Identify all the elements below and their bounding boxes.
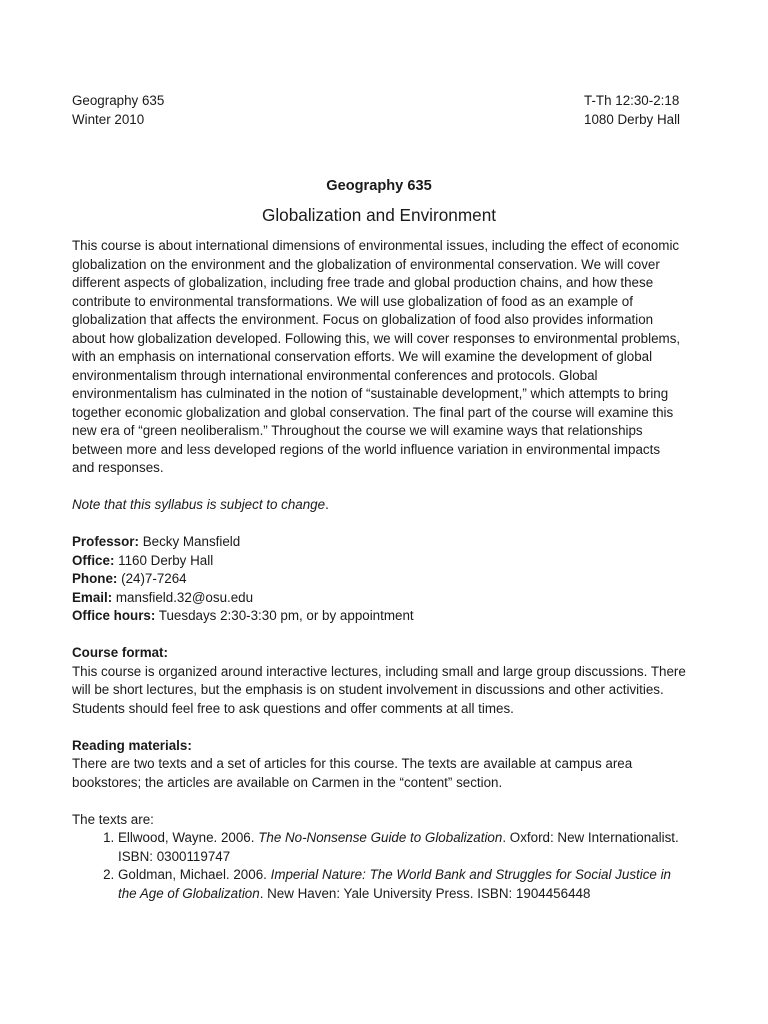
office-label: Office:	[72, 552, 115, 568]
email-value: mansfield.32@osu.edu	[112, 589, 254, 605]
header-left	[72, 92, 164, 129]
email-label: Email:	[72, 589, 113, 605]
meeting-room-label: 1080 Derby Hall	[584, 111, 681, 127]
professor-label: Professor:	[72, 534, 139, 549]
course-title-heading: Globalization and Environment	[261, 205, 497, 225]
text-item	[118, 829, 686, 866]
text-item-author: Ellwood, Wayne. 2006.	[118, 830, 259, 845]
term-label: Winter 2010	[72, 111, 145, 127]
office-line	[72, 552, 686, 571]
syllabus-note-period: .	[325, 497, 329, 512]
texts-list	[72, 829, 686, 903]
office-hours-value: Tuesdays 2:30-3:30 pm, or by appointment	[155, 608, 414, 623]
office-hours-line	[72, 607, 686, 626]
phone-label: Phone:	[72, 571, 118, 586]
meeting-time-label: T-Th 12:30-2:18	[584, 93, 680, 108]
text-item-title: Imperial Nature: The World Bank and Struggles for Social Justice in the Age of Globalization	[118, 867, 672, 901]
office-value: 1160 Derby Hall	[114, 552, 214, 568]
header-row	[72, 92, 686, 129]
course-description: This course is about international dimensions of environmental issues, including the effect of economic globalization on the environment and the globalization of environmental conservation. We will cover different aspects of globalization, including free trade and global production chains, and how these contribute to environmental transformations. We will use globalization of food as an example of globalization that affects the environment. Focus on globalization of food also provides information about how globalization developed. Following this, we will cover responses to environmental problems, with an emphasis on international conservation efforts. We will examine the development of global environmentalism through international environmental conferences and protocols. Global environmentalism has culminated in the notion of “sustainable development,” which attempts to bring together economic globalization and global conservation. The final part of the course will examine this new era of “green neoliberalism.” Throughout the course we will examine ways that relationships between more and less developed regions of the world influence variation in environmental impacts and responses.	[72, 238, 681, 475]
reading-materials-heading-text: Reading materials:	[72, 737, 192, 753]
syllabus-note-text: Note that this syllabus is subject to change	[72, 497, 326, 512]
syllabus-note	[72, 496, 686, 515]
text-item-author: Goldman, Michael. 2006.	[118, 867, 271, 882]
course-format-heading-text: Course format:	[72, 645, 168, 660]
text-item-publisher: . Oxford: New Internationalist. ISBN: 0300119747	[118, 830, 679, 864]
email-line	[72, 589, 686, 608]
professor-line	[72, 533, 686, 552]
text-item-title: The No-Nonsense Guide to Globalization	[258, 830, 503, 845]
office-hours-label: Office hours:	[72, 608, 156, 623]
texts-intro: The texts are:	[72, 811, 154, 827]
reading-materials-heading	[72, 737, 686, 756]
course-format-heading	[72, 644, 686, 663]
course-format-text: This course is organized around interactive lectures, including small and large group discussions. There will be short lectures, but the emphasis is on student involvement in discussions and other activities. Students should feel free to ask questions and offer comments at all times.	[72, 663, 686, 716]
syllabus-page	[72, 92, 686, 903]
phone-line	[72, 570, 686, 589]
reading-materials-section	[72, 737, 686, 793]
header-right	[584, 92, 686, 129]
contact-info	[72, 533, 686, 626]
phone-value: (24)7-7264	[117, 571, 187, 586]
course-code-heading: Geography 635	[326, 178, 432, 194]
text-item-publisher: . New Haven: Yale University Press. ISBN: 1904456448	[259, 885, 591, 901]
course-number-label: Geography 635	[72, 93, 165, 108]
professor-value: Becky Mansfield	[138, 534, 241, 549]
course-format-section	[72, 644, 686, 718]
text-item	[118, 866, 686, 903]
reading-materials-text: There are two texts and a set of articles for this course. The texts are available at campus area bookstores; the articles are available on Carmen in the “content” section.	[72, 756, 633, 790]
texts-section	[72, 811, 686, 904]
